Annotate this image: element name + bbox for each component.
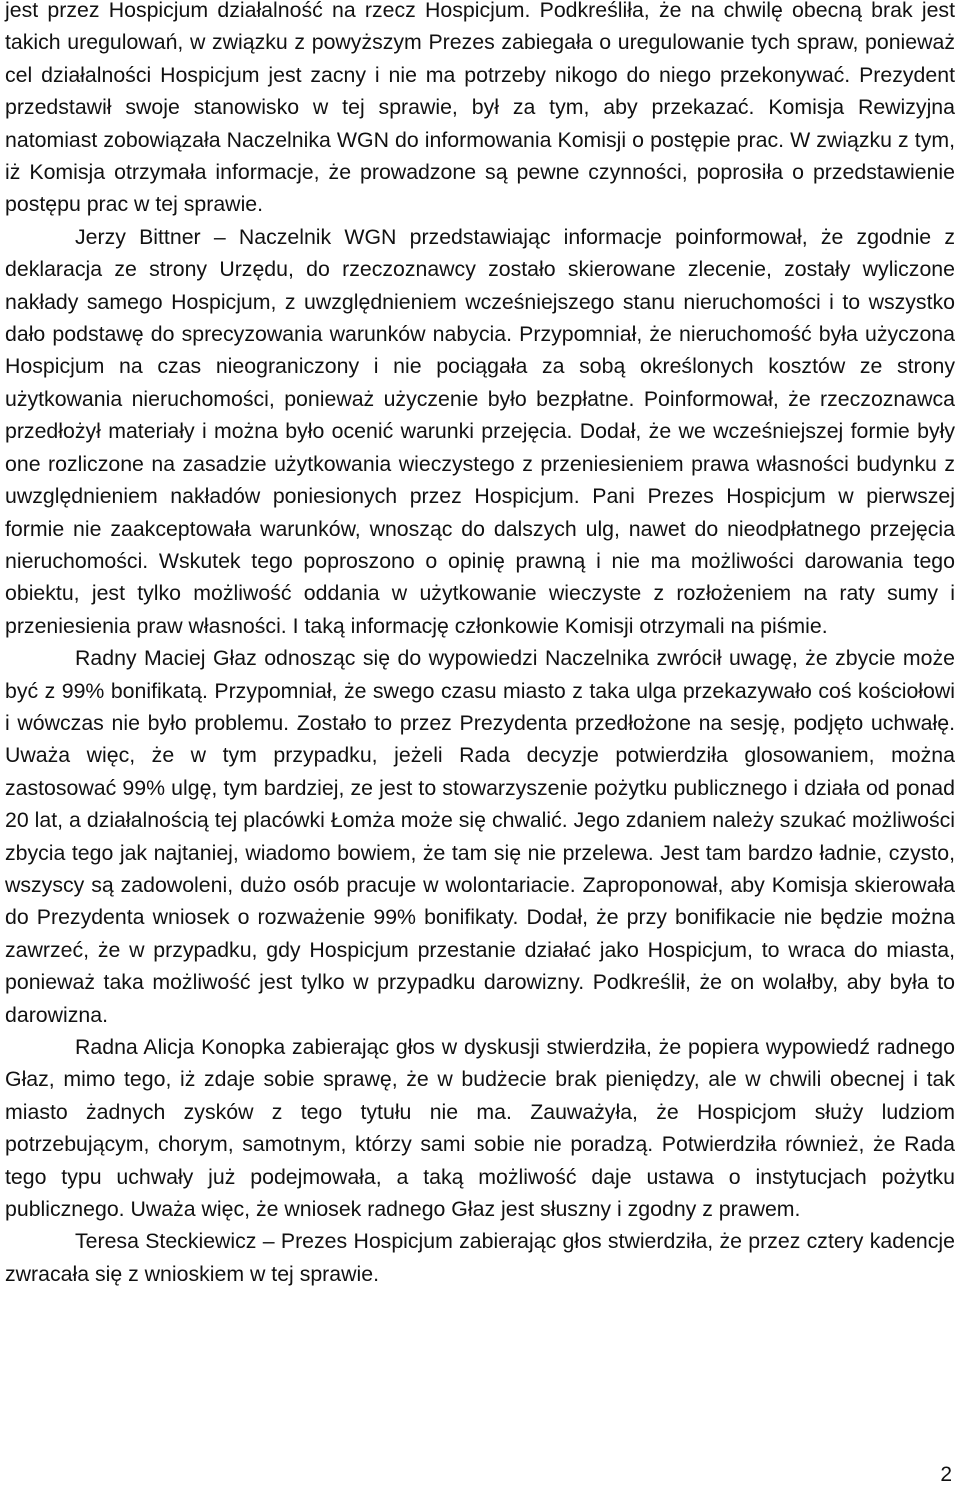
paragraph-bittner-statement: Jerzy Bittner – Naczelnik WGN przedstawiając informacje poinformował, że zgodnie z deklaracja ze strony Urzędu, do rzeczoznawcy zostało skierowane zlecenie, zostały wyliczone nakłady samego Hospicjum, z uwzględnieniem wcześniejszego stanu nieruchomości i to wszystko dało podstawę do sprecyzowania warunków nabycia. Przypomniał, że nieruchomość była użyczona Hospicjum na czas nieograniczony i nie pociągała za sobą określonych kosztów ze strony użytkowania nieruchomości, ponieważ użyczenie było bezpłatne. Poinformował, że rzeczoznawca przedłożył materiały i można było ocenić warunki przejęcia. Dodał, że we wcześniejszej formie były one rozliczone na zasadzie użytkowania wieczystego z przeniesieniem prawa własności budynku z uwzględnieniem nakładów poniesionych przez Hospicjum. Pani Prezes Hospicjum w pierwszej formie nie zaakceptowała warunków, wnosząc do dalszych ulg, nawet do nieodpłatnego przejęcia nieruchomości. Wskutek tego poproszono o opinię prawną i nie ma możliwości darowania tego obiektu, jest tylko możliwość oddania w użytkowanie wieczyste z rozłożeniem na raty sumy i przeniesienia praw własności. I taką informację członkowie Komisji otrzymali na piśmie.	[5, 224, 955, 638]
paragraph-steckiewicz-statement: Teresa Steckiewicz – Prezes Hospicjum zabierając głos stwierdziła, że przez cztery kadencje zwracała się z wnioskiem w tej sprawie.	[5, 1229, 955, 1286]
paragraph-hospice-intro: jest przez Hospicjum działalność na rzecz Hospicjum. Podkreśliła, że na chwilę obecną brak jest takich uregulowań, w związku z powyższym Prezes zabiegała o uregulowanie tych spraw, ponieważ cel działalności Hospicjum jest zacny i nie ma potrzeby nikogo do niego przekonywać. Prezydent przedstawił swoje stanowisko w tej sprawie, był za tym, aby przekazać. Komisja Rewizyjna natomiast zobowiązała Naczelnika WGN do informowania Komisji o postępie prac. W związku z tym, iż Komisja otrzymała informacje, że prowadzone są pewne czynności, poprosiła o przedstawienie postępu prac w tej sprawie.	[5, 0, 955, 217]
page-number: 2	[940, 1463, 952, 1486]
document-page	[5, 0, 955, 1290]
paragraph-konopka-statement: Radna Alicja Konopka zabierając głos w dyskusji stwierdziła, że popiera wypowiedź radnego Głaz, mimo tego, iż zdaje sobie sprawę, że w budżecie brak pieniędzy, ale w chwili obecnej i tak miasto żadnych zysków z tego tytułu nie ma. Zauważyła, że Hospicjom służy ludziom potrzebującym, chorym, samotnym, którzy sami sobie nie poradzą. Potwierdziła również, że Rada tego typu uchwały już podejmowała, a taką możliwość daje ustawa o instytucjach pożytku publicznego. Uważa więc, że wniosek radnego Głaz jest słuszny i zgodny z prawem.	[5, 1035, 955, 1222]
paragraph-glaz-statement: Radny Maciej Głaz odnosząc się do wypowiedzi Naczelnika zwrócił uwagę, że zbycie może być z 99% bonifikatą. Przypomniał, że swego czasu miasto z taka ulga przekazywało coś kościołowi i wówczas nie było problemu. Zostało to przez Prezydenta przedłożone na sesję, podjęto uchwałę. Uważa więc, że w tym przypadku, jeżeli Rada decyzje potwierdziła glosowaniem, można zastosować 99% ulgę, tym bardziej, ze jest to stowarzyszenie pożytku publicznego i działa od ponad 20 lat, a działalnością tej placówki Łomża może się chwalić. Jego zdaniem należy szukać możliwości zbycia tego jak najtaniej, wiadomo bowiem, że tam się nie przelewa. Jest tam bardzo ładnie, czysto, wszyscy są zadowoleni, dużo osób pracuje w wolontariacie. Zaproponował, aby Komisja skierowała do Prezydenta wniosek o rozważenie 99% bonifikaty. Dodał, że przy bonifikacie nie będzie można zawrzeć, że w przypadku, gdy Hospicjum przestanie działać jako Hospicjum, to wraca do miasta, ponieważ taka możliwość jest tylko w przypadku darowizny. Podkreślił, że on wolałby, aby była to darowizna.	[5, 646, 955, 1027]
